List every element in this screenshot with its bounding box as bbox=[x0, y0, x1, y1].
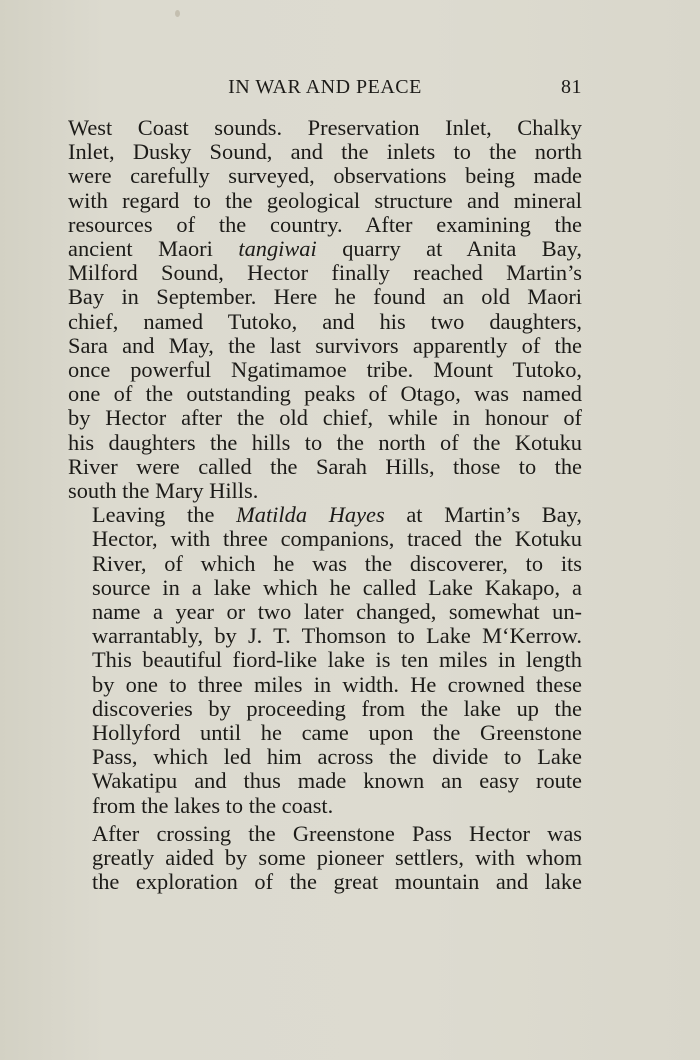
text-line: After crossing the Greenstone Pass Hector was bbox=[92, 820, 582, 846]
text-line: from the lakes to the coast. bbox=[92, 792, 334, 818]
text-line: his daughters the hills to the north of the Kotuku bbox=[68, 429, 582, 455]
text-line: greatly aided by some pioneer settlers, with whom bbox=[92, 845, 582, 871]
text-line: the exploration of the great mountain and lake bbox=[92, 869, 582, 895]
text-line: West Coast sounds. Preservation Inlet, Chalky bbox=[68, 115, 582, 140]
text-line: warrantably, by J. T. Thomson to Lake M‘Kerrow. bbox=[92, 623, 582, 649]
text-line: River, of which he was the discoverer, to its bbox=[92, 550, 582, 576]
text-line: Inlet, Dusky Sound, and the inlets to the north bbox=[68, 139, 582, 165]
page-header bbox=[68, 76, 582, 102]
text-line: Hollyford until he came upon the Greenstone bbox=[92, 720, 582, 746]
text-line: Hector, with three companions, traced the Kotuku bbox=[92, 526, 582, 552]
paper-speck bbox=[175, 10, 180, 17]
paragraph-3 bbox=[68, 822, 582, 895]
text-line-with-italic: Leaving the Matilda Hayes at Martin’s Bay, bbox=[92, 502, 582, 528]
text-line: name a year or two later changed, somewhat un- bbox=[92, 599, 582, 625]
page-number: 81 bbox=[561, 76, 582, 98]
text-line: by Hector after the old chief, while in honour of bbox=[68, 405, 582, 431]
text-line: one of the outstanding peaks of Otago, was named bbox=[68, 381, 582, 407]
text-line: were carefully surveyed, observations being made bbox=[68, 163, 582, 189]
italic-phrase: tangiwai bbox=[238, 236, 317, 262]
text-line: with regard to the geological structure and mineral bbox=[68, 187, 582, 213]
text-line: source in a lake which he called Lake Kakapo, a bbox=[92, 574, 582, 600]
text-line: Sara and May, the last survivors apparently of the bbox=[68, 332, 582, 358]
text-line: resources of the country. After examining the bbox=[68, 211, 582, 237]
paragraph-2 bbox=[68, 503, 582, 818]
body-text bbox=[68, 116, 582, 895]
running-title: IN WAR AND PEACE bbox=[228, 76, 422, 98]
text-line: once powerful Ngatimamoe tribe. Mount Tutoko, bbox=[68, 357, 582, 383]
text-line: Wakatipu and thus made known an easy route bbox=[92, 768, 582, 794]
text-line: Milford Sound, Hector finally reached Martin’s bbox=[68, 260, 582, 286]
text-line: Pass, which led him across the divide to Lake bbox=[92, 744, 582, 770]
text-line: discoveries by proceeding from the lake up the bbox=[92, 695, 582, 721]
text-line: River were called the Sarah Hills, those to the bbox=[68, 453, 582, 479]
text-line: south the Mary Hills. bbox=[68, 478, 259, 504]
italic-phrase: Matilda Hayes bbox=[236, 502, 385, 528]
text-line-with-italic: ancient Maori tangiwai quarry at Anita Bay, bbox=[68, 236, 582, 262]
text-line: chief, named Tutoko, and his two daughters, bbox=[68, 308, 582, 334]
paragraph-1 bbox=[68, 116, 582, 503]
text-line: This beautiful fiord-like lake is ten miles in length bbox=[92, 647, 582, 673]
text-line: by one to three miles in width. He crowned these bbox=[92, 671, 582, 697]
text-line: Bay in September. Here he found an old Maori bbox=[68, 284, 582, 310]
